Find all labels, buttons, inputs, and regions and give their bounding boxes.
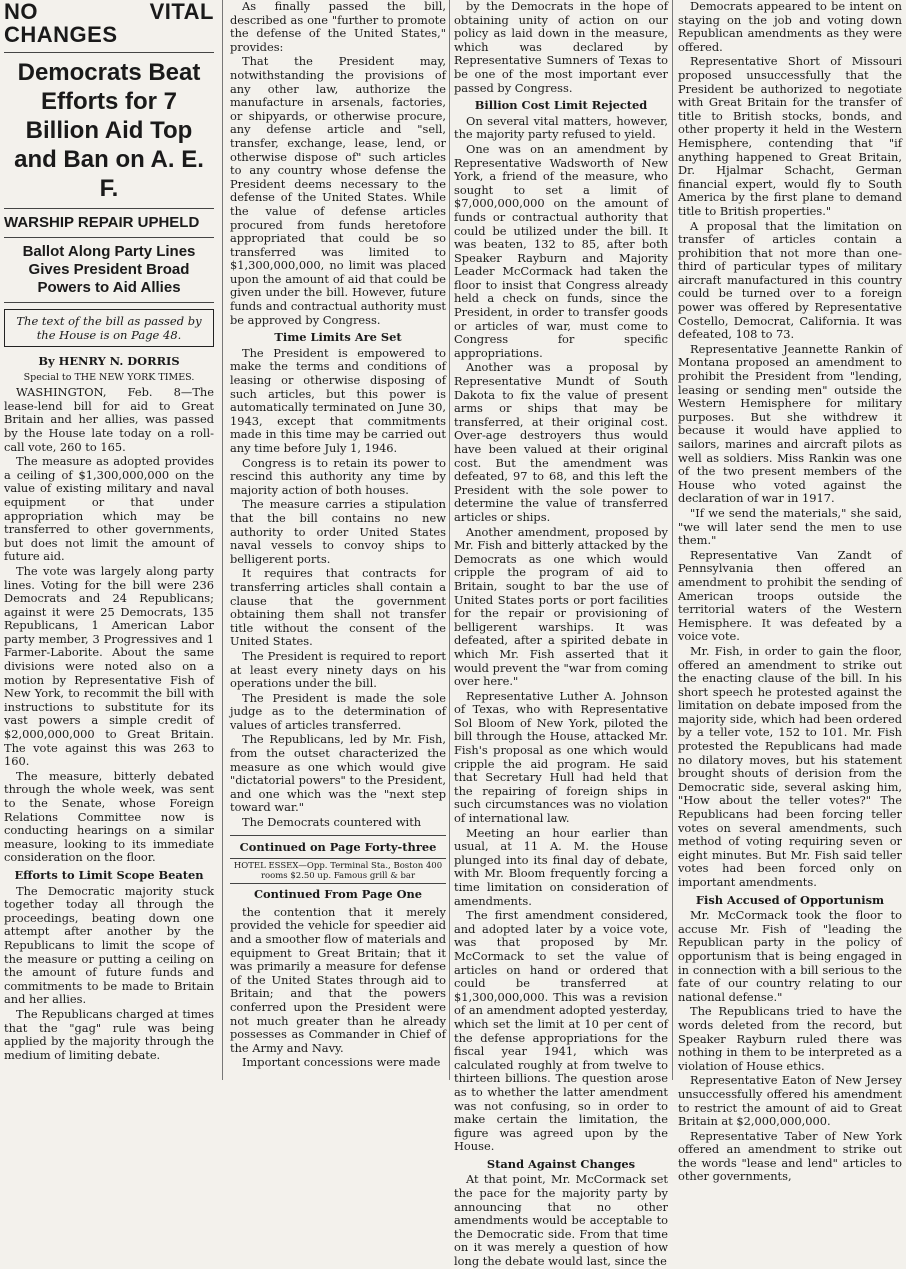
- paragraph: The measure, bitterly debated through the whole week, was sent to the Senate, whose Foreign Relations Committee now is conducting hearings on a similar measure, looking to its immediate consideration on the floor.: [4, 768, 214, 865]
- paragraph: That the President may, notwithstanding the provisions of any other law, authorize the manufacture in arsenals, factories, or shipyards, or otherwise procure, any defense article and "sell, transfer, exchange, lease, lend, or otherwise dispose of" such articles to any country whose defense the President deems necessary to the defense of the United States. While the value of defense articles procured from funds heretofore appropriated that could be so transferred was limited to $1,300,000,000, no limit was placed upon the amount of aid that could be given under the bill. However, future funds and contractual authority must be approved by Congress.: [230, 54, 446, 327]
- paragraph: Representative Jeannette Rankin of Montana proposed an amendment to prohibit the President from "lending, leasing or sending men" outside the Western Hemisphere for military purposes. But she withdrew it because it would have applied to sailors, marines and aircraft pilots as well as soldiers. Miss Rankin was one of the two present members of the House who voted against the declaration of war in 1917.: [678, 341, 902, 506]
- hotel-advertisement: HOTEL ESSEX—Opp. Terminal Sta., Boston 400 rooms $2.50 up. Famous grill & bar: [230, 858, 446, 884]
- continued-from-label: Continued From Page One: [253, 887, 423, 902]
- paragraph: The first amendment considered, and adopted later by a voice vote, was that proposed by Mr. McCormack to set the value of articles on hand or ordered that could be transferred at $1,300,000,000. This was a revision of an amendment adopted yesterday, which set the limit at 10 per cent of the defense appropriations for the fiscal year 1941, which was calculated roughly at from twelve to thirteen billions. The question arose as to whether the latter amendment was not confusing, so in order to make certain the limitation, the figure was agreed upon by the House.: [454, 908, 668, 1154]
- column-2: [226, 0, 450, 1080]
- paragraph: The Republicans tried to have the words deleted from the record, but Speaker Rayburn ruled there was nothing in them to be interpreted as a violation of House ethics.: [678, 1004, 902, 1073]
- column-1: [0, 0, 218, 1080]
- subhead: Fish Accused of Opportunism: [695, 892, 885, 907]
- column-rule: [222, 0, 223, 1080]
- paragraph: At that point, Mr. McCormack set the pace for the majority party by announcing that no other amendments would be acceptable to the Democratic side. From that time on it was merely a question of how long the debate would last, since the: [454, 1172, 668, 1269]
- paragraph: The President is empowered to make the terms and conditions of leasing or otherwise disposing of such articles, but this power is automatically terminated on June 30, 1943, except that commitments made in this time may be carried out any time before July 1, 1946.: [230, 345, 446, 455]
- byline: By HENRY N. DORRIS: [38, 354, 180, 368]
- paragraph: Another amendment, proposed by Mr. Fish and bitterly attacked by the Democrats as one which would cripple the program of aid to Britain, sought to bar the use of United States ports or port facilities for the repair or provisioning of belligerent warships. It was defeated, after a spirited debate in which Mr. Fish asserted that it would prevent the "war from coming over here.": [454, 524, 668, 689]
- subhead: Billion Cost Limit Rejected: [474, 98, 648, 113]
- divider: [4, 237, 214, 238]
- divider: [4, 302, 214, 303]
- paragraph: Important concessions were made: [242, 1055, 441, 1070]
- divider: [4, 208, 214, 209]
- paragraph: The measure as adopted provides a ceiling of $1,300,000,000 on the value of existing military and naval equipment or that under appropriation which may be transferred to other governments, but does not limit the amount of future aid.: [4, 454, 214, 564]
- paragraph: One was on an amendment by Representative Wadsworth of New York, a friend of the measure, who sought to set a limit of $7,000,000,000 on the amount of funds or contractual authority that could be utilized under the bill. It was beaten, 132 to 85, after both Speaker Rayburn and Majority Leader McCormack had taken the floor to insist that Congress already held a check on funds, since the President, in order to transfer goods or articles of war, must come to Congress for specific appropriations.: [454, 141, 668, 360]
- paragraph: Mr. McCormack took the floor to accuse Mr. Fish of "leading the Republican party in the policy of opportunism that is being engaged in in connection with a bill serious to the fate of our country relating to our national defense.": [678, 908, 902, 1004]
- paragraph: WASHINGTON, Feb. 8—The lease-lend bill for aid to Great Britain and her allies, was passed by the House late today on a roll-call vote, 260 to 165.: [4, 385, 214, 454]
- paragraph: Representative Van Zandt of Pennsylvania then offered an amendment to prohibit the sending of American troops outside the territorial waters of the Western Hemisphere. It was defeated by a voice vote.: [678, 547, 902, 644]
- paragraph: The Democratic majority stuck together today all through the proceedings, beating down one attempt after another by the Republicans to limit the scope of the measure or putting a ceiling on the amount of future funds and commitments to be made to Britain and her allies.: [4, 883, 214, 1007]
- paragraph: "If we send the materials," she said, "we will later send the men to use them.": [678, 505, 902, 548]
- continued-on-label: Continued on Page Forty-three: [239, 839, 437, 854]
- paragraph: As finally passed the bill, described as one "further to promote the defense of the United States," provides:: [230, 0, 446, 54]
- dateline-credit: Special to THE NEW YORK TIMES.: [23, 371, 195, 383]
- headline-warship: WARSHIP REPAIR UPHELD: [4, 214, 200, 231]
- column-3: [450, 0, 672, 1269]
- paragraph: Representative Taber of New York offered an amendment to strike out the words "lease and lend" articles to other governments,: [678, 1128, 902, 1184]
- column-rule: [672, 0, 673, 1080]
- subhead: Stand Against Changes: [486, 1156, 636, 1171]
- paragraph: Mr. Fish, in order to gain the floor, offered an amendment to strike out the enacting clause of the bill. In his short speech he protested against the limitation on debate imposed from the majority side, which had been ordered by a teller vote, 152 to 101. Mr. Fish protested the Republicans had made no dilatory moves, but his statement brought shouts of derision from the Democratic side, several asking him, "How about the teller votes?" The Republicans had been forcing teller votes on several amendments, such method of voting requiring seven or eight minutes. But Mr. Fish said teller votes had been forced only on important amendments.: [678, 643, 902, 889]
- paragraph: A proposal that the limitation on transfer of articles contain a prohibition that not more than one-third of particular types of military aircraft manufactured in this country could be turned over to a foreign power was offered by Representative Costello, Democrat, California. It was defeated, 108 to 73.: [678, 218, 902, 342]
- paragraph: Representative Eaton of New Jersey unsuccessfully offered his amendment to restrict the amount of aid to Great Britain at $2,000,000,000.: [678, 1073, 902, 1129]
- paragraph: Meeting an hour earlier than usual, at 11 A. M. the House plunged into its final day of debate, with Mr. Bloom frequently forcing a time limitation on consideration of amendments.: [454, 825, 668, 908]
- divider: [4, 52, 214, 53]
- paragraph: It requires that contracts for transferring articles shall contain a clause that the government obtaining them shall not transfer title without the consent of the United States.: [230, 566, 446, 649]
- paragraph: The President is required to report at least every ninety days on his operations under the bill.: [230, 648, 446, 691]
- paragraph: Democrats appeared to be intent on staying on the job and voting down Republican amendments as they were offered.: [678, 0, 902, 54]
- paragraph: Representative Short of Missouri proposed unsuccessfully that the President be authorized to negotiate with Great Britain for the transfer of title to British stocks, bonds, and other property it held in the Western Hemisphere, contending that "if anything happened to Great Britain, Dr. Hjalmar Schacht, German financial expert, would fly to South America by the first plane to demand title to British properties.": [678, 54, 902, 218]
- paragraph: The Democrats countered with: [242, 815, 422, 830]
- paragraph: Another was a proposal by Representative Mundt of South Dakota to fix the value of present arms or ships that may be transferred, at their original cost. Over-age destroyers thus would have been valued at their original cost. But the amendment was defeated, 97 to 68, and this left the President with the sole power to determine the value of transferred articles or ships.: [454, 360, 668, 524]
- column-4: [674, 0, 906, 1184]
- paragraph: Congress is to retain its power to rescind this authority any time by majority action of both houses.: [230, 455, 446, 497]
- headline-main: Democrats Beat Efforts for 7 Billion Aid Top and Ban on A. E. F.: [14, 59, 204, 202]
- paragraph: On several vital matters, however, the majority party refused to yield.: [454, 113, 668, 142]
- paragraph: Representative Luther A. Johnson of Texas, who with Representative Sol Bloom of New York, piloted the bill through the House, attacked Mr. Fish's proposal as one which would cripple the aid program. He said that Secretary Hull had held that the repairing of foreign ships in such circumstances was no violation of international law.: [454, 688, 668, 826]
- paragraph: The vote was largely along party lines. Voting for the bill were 236 Democrats and 24 Republicans; against it were 25 Democrats, 135 Republicans, 1 American Labor party member, 3 Progressives and 1 Farmer-Laborite. About the same divisions were noted also on a motion by Representative Fish of New York, to recommit the bill with instructions to substitute for its vast powers a simple credit of $2,000,000,000 to Great Britain. The vote against this was 263 to 160.: [4, 563, 214, 769]
- subhead: Time Limits Are Set: [274, 330, 402, 345]
- headline-deck: Ballot Along Party Lines Gives President Broad Powers to Aid Allies: [22, 243, 196, 296]
- text-note-box: The text of the bill as passed by the House is on Page 48.: [4, 309, 214, 347]
- paragraph: the contention that it merely provided the vehicle for speedier aid and a smoother flow of materials and equipment to Great Britain; that it was primarily a measure for defense of the United States through aid to Britain; and that the powers conferred upon the President were not much greater than he already possesses as Commander in Chief of the Army and Navy.: [230, 904, 446, 1055]
- paragraph: The Republicans, led by Mr. Fish, from the outset characterized the measure as one which would give "dictatorial powers" to the President, and one which was the "next step toward war.": [230, 732, 446, 815]
- paragraph: The President is made the sole judge as to the determination of values of articles transferred.: [230, 690, 446, 732]
- subhead: Efforts to Limit Scope Beaten: [14, 867, 204, 882]
- paragraph: by the Democrats in the hope of obtaining unity of action on our policy as laid down in the measure, which was declared by Representative Sumners of Texas to be one of the most important ever passed by Congress.: [454, 0, 668, 95]
- paragraph: The measure carries a stipulation that the bill contains no new authority to order United States naval vessels to convoy ships to belligerent ports.: [230, 497, 446, 566]
- divider: [230, 835, 446, 836]
- paragraph: The Republicans charged at times that the "gag" rule was being applied by the majority through the medium of limiting debate.: [4, 1006, 214, 1062]
- headline-top: NO VITAL CHANGES: [4, 0, 214, 47]
